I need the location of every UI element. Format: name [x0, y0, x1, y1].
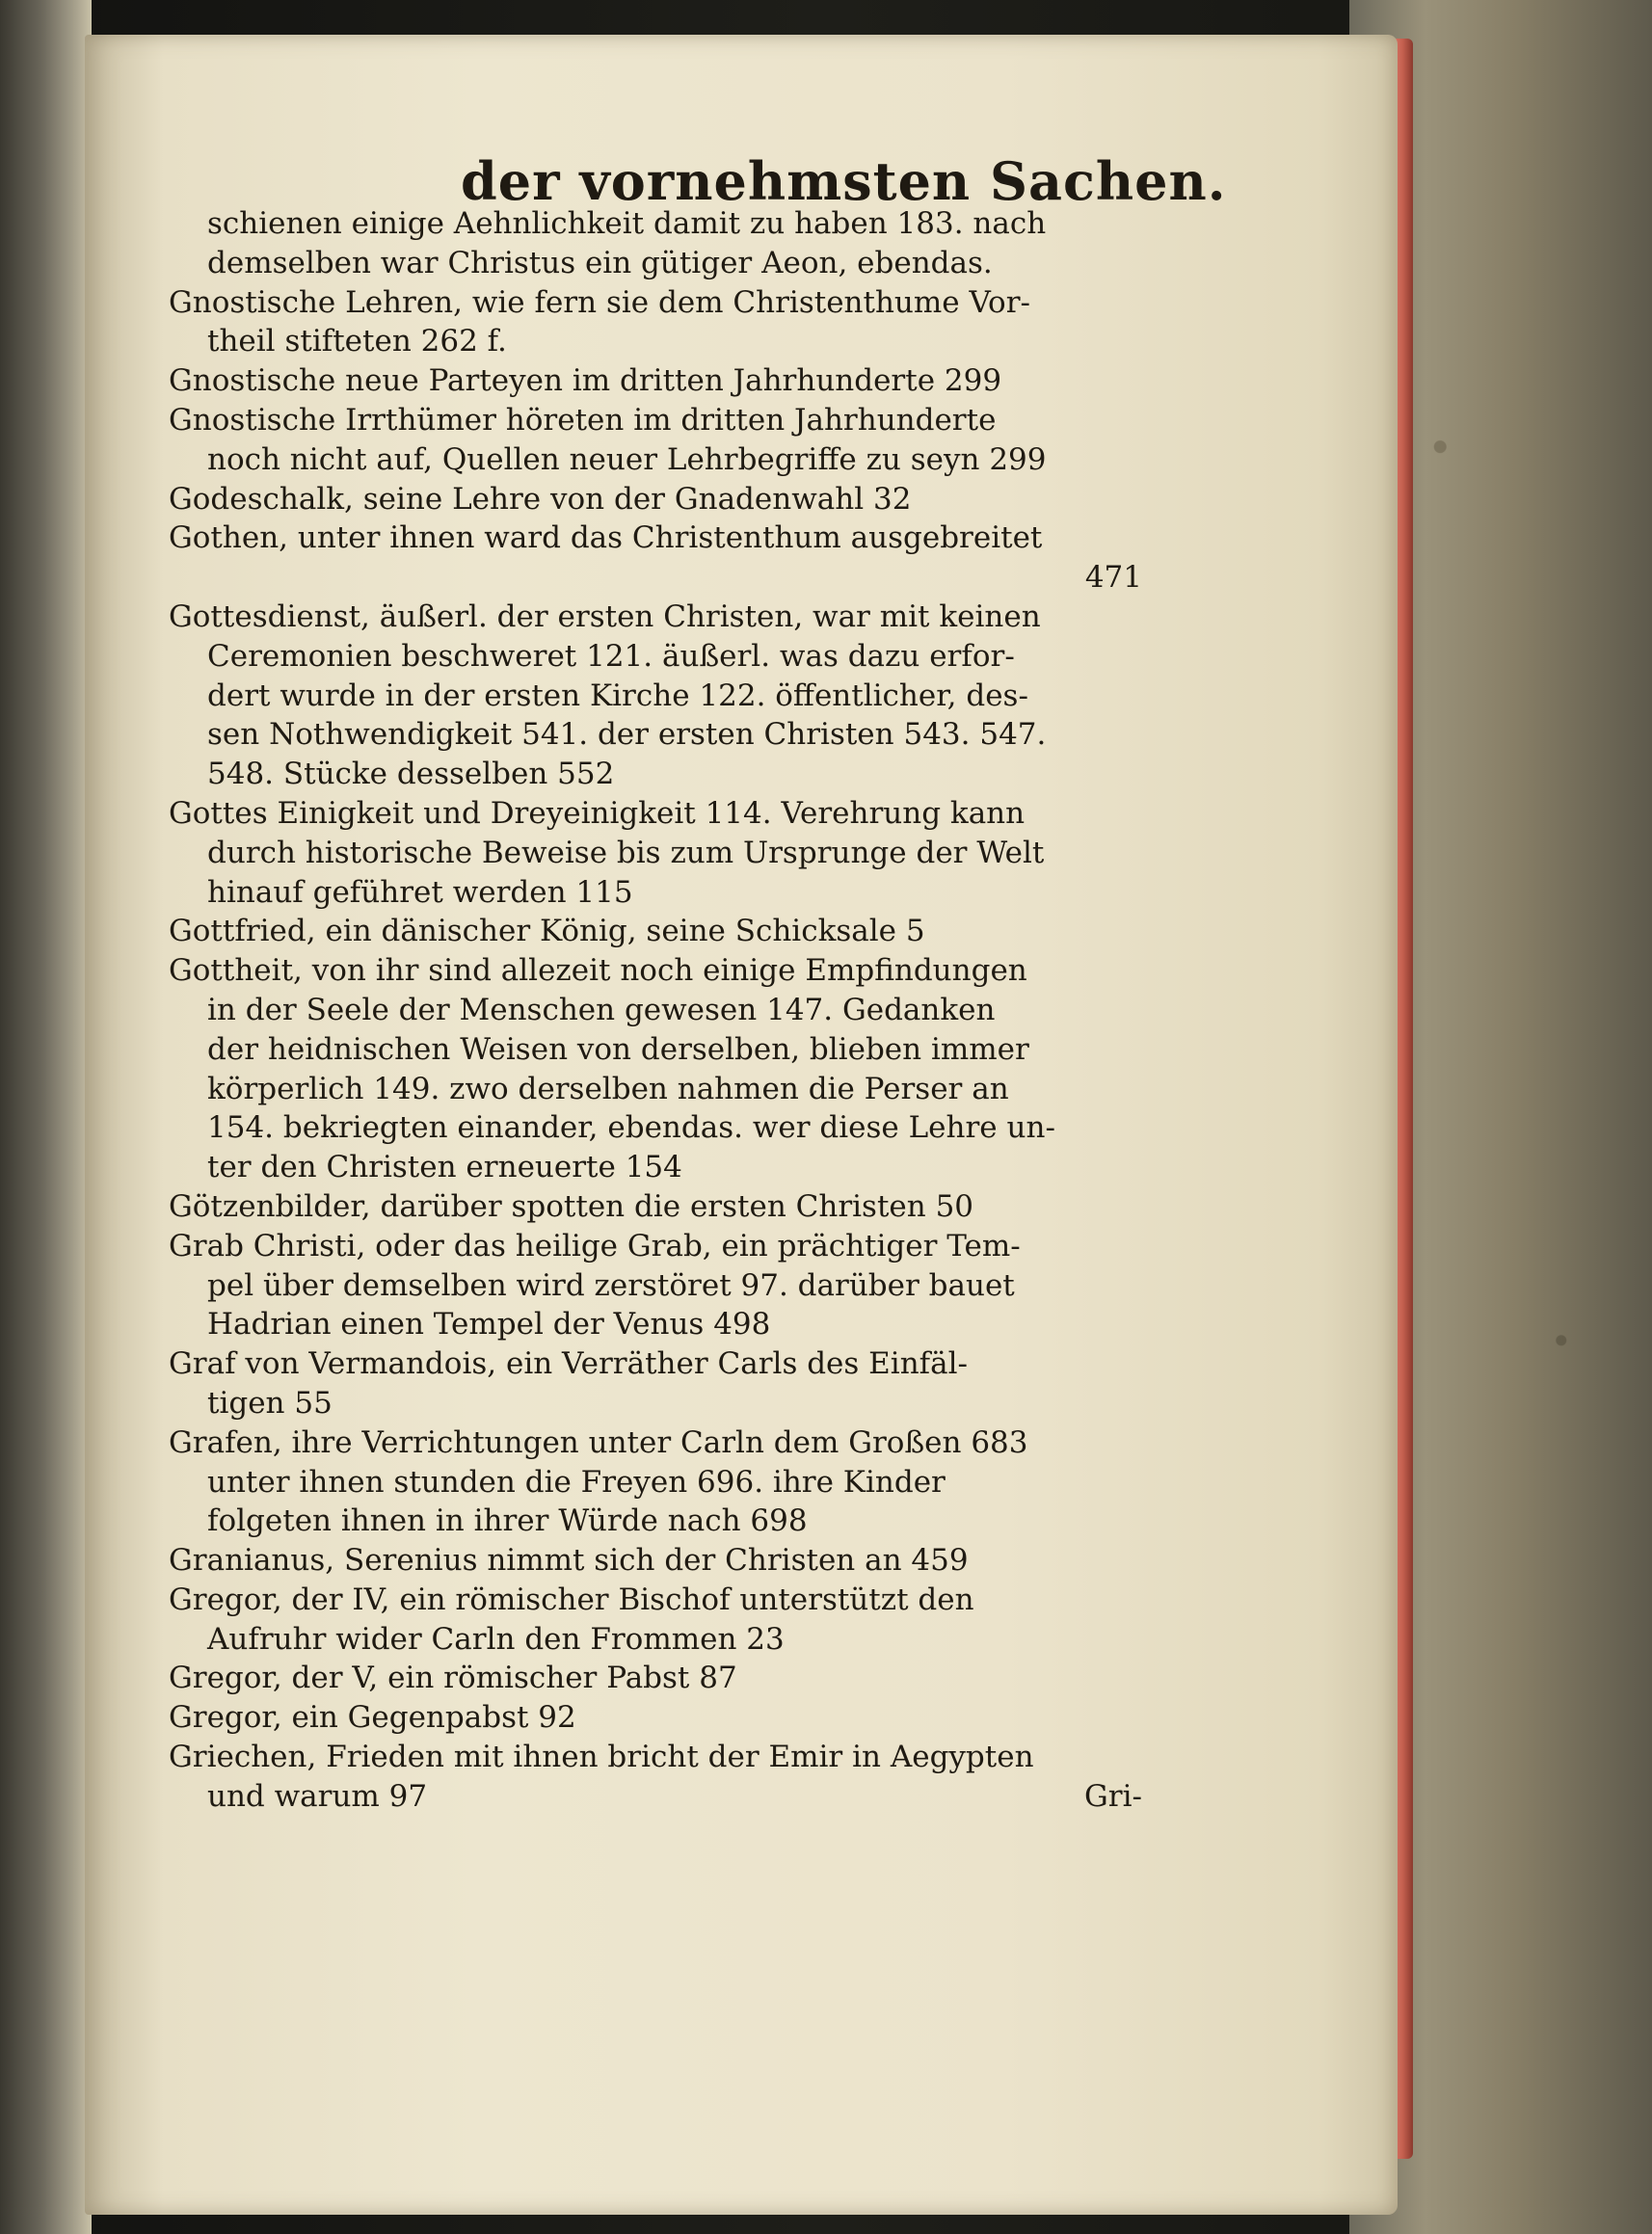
- index-line: Hadrian einen Tempel der Venus 498: [207, 1307, 771, 1343]
- index-line: sen Nothwendigkeit 541. der ersten Christen 543. 547.: [207, 717, 1047, 753]
- index-line: Gnostische Irrthümer höreten im dritten Jahrhunderte: [169, 402, 997, 438]
- index-line: körperlich 149. zwo derselben nahmen die Perser an: [207, 1071, 1009, 1106]
- index-line: folgeten ihnen in ihrer Würde nach 698: [207, 1503, 808, 1539]
- index-line: pel über demselben wird zerstöret 97. darüber bauet: [207, 1267, 1015, 1303]
- index-line: Gregor, der IV, ein römischer Bischof unterstützt den: [169, 1582, 974, 1617]
- index-line: Gothen, unter ihnen ward das Christenthum ausgebreitet: [169, 520, 1043, 556]
- index-line: Aufruhr wider Carln den Frommen 23: [207, 1621, 785, 1657]
- index-line: tigen 55: [207, 1385, 333, 1421]
- index-line: 154. bekriegten einander, ebendas. wer diese Lehre un-: [207, 1110, 1055, 1146]
- index-line: Gnostische Lehren, wie fern sie dem Christenthume Vor-: [169, 284, 1030, 320]
- index-line: dert wurde in der ersten Kirche 122. öffentlicher, des-: [207, 678, 1028, 713]
- index-line: unter ihnen stunden die Freyen 696. ihre Kinder: [207, 1464, 946, 1500]
- index-line: Gottes Einigkeit und Dreyeinigkeit 114. Verehrung kann: [169, 795, 1026, 831]
- index-line: Götzenbilder, darüber spotten die ersten Christen 50: [169, 1188, 974, 1224]
- index-text-block: [169, 204, 1142, 1817]
- index-line: hinauf geführet werden 115: [207, 874, 633, 910]
- index-line: noch nicht auf, Quellen neuer Lehrbegriffe zu seyn 299: [207, 441, 1047, 477]
- index-line: durch historische Beweise bis zum Ursprunge der Welt: [207, 835, 1045, 870]
- index-line: und warum 97 Gri-: [169, 1777, 1142, 1817]
- catchword: Gri-: [1084, 1778, 1142, 1814]
- index-line: Gregor, ein Gegenpabst 92: [169, 1700, 576, 1736]
- index-line: Ceremonien beschweret 121. äußerl. was dazu erfor-: [207, 638, 1015, 674]
- index-line: Grafen, ihre Verrichtungen unter Carln dem Großen 683: [169, 1424, 1028, 1460]
- index-line: 548. Stücke desselben 552: [207, 757, 615, 792]
- index-line: Godeschalk, seine Lehre von der Gnadenwahl 32: [169, 481, 912, 517]
- left-page-edge: [0, 0, 92, 2234]
- index-line: Gnostische neue Parteyen im dritten Jahrhunderte 299: [169, 363, 1002, 399]
- index-line: Grab Christi, oder das heilige Grab, ein prächtiger Tem-: [169, 1228, 1021, 1263]
- index-line: in der Seele der Menschen gewesen 147. Gedanken: [207, 992, 996, 1027]
- index-line: Griechen, Frieden mit ihnen bricht der Emir in Aegypten: [169, 1740, 1034, 1775]
- index-line: Gottheit, von ihr sind allezeit noch einige Empfindungen: [169, 953, 1027, 989]
- index-line: theil stifteten 262 f.: [207, 324, 507, 359]
- index-line: demselben war Christus ein gütiger Aeon, ebendas.: [207, 245, 993, 280]
- index-line: der heidnischen Weisen von derselben, blieben immer: [207, 1031, 1029, 1067]
- index-line: Gottesdienst, äußerl. der ersten Christen, war mit keinen: [169, 598, 1041, 634]
- index-line: 471: [1084, 560, 1142, 596]
- index-line: schienen einige Aehnlichkeit damit zu haben 183. nach: [207, 206, 1047, 241]
- index-line: ter den Christen erneuerte 154: [207, 1150, 682, 1185]
- index-line: Gottfried, ein dänischer König, seine Schicksale 5: [169, 914, 925, 949]
- index-line: Graf von Vermandois, ein Verräther Carls des Einfäl-: [169, 1346, 969, 1382]
- index-line: Granianus, Serenius nimmt sich der Christen an 459: [169, 1543, 969, 1579]
- index-line: Gregor, der V, ein römischer Pabst 87: [169, 1661, 737, 1696]
- running-head: der vornehmsten Sachen.: [461, 150, 1227, 212]
